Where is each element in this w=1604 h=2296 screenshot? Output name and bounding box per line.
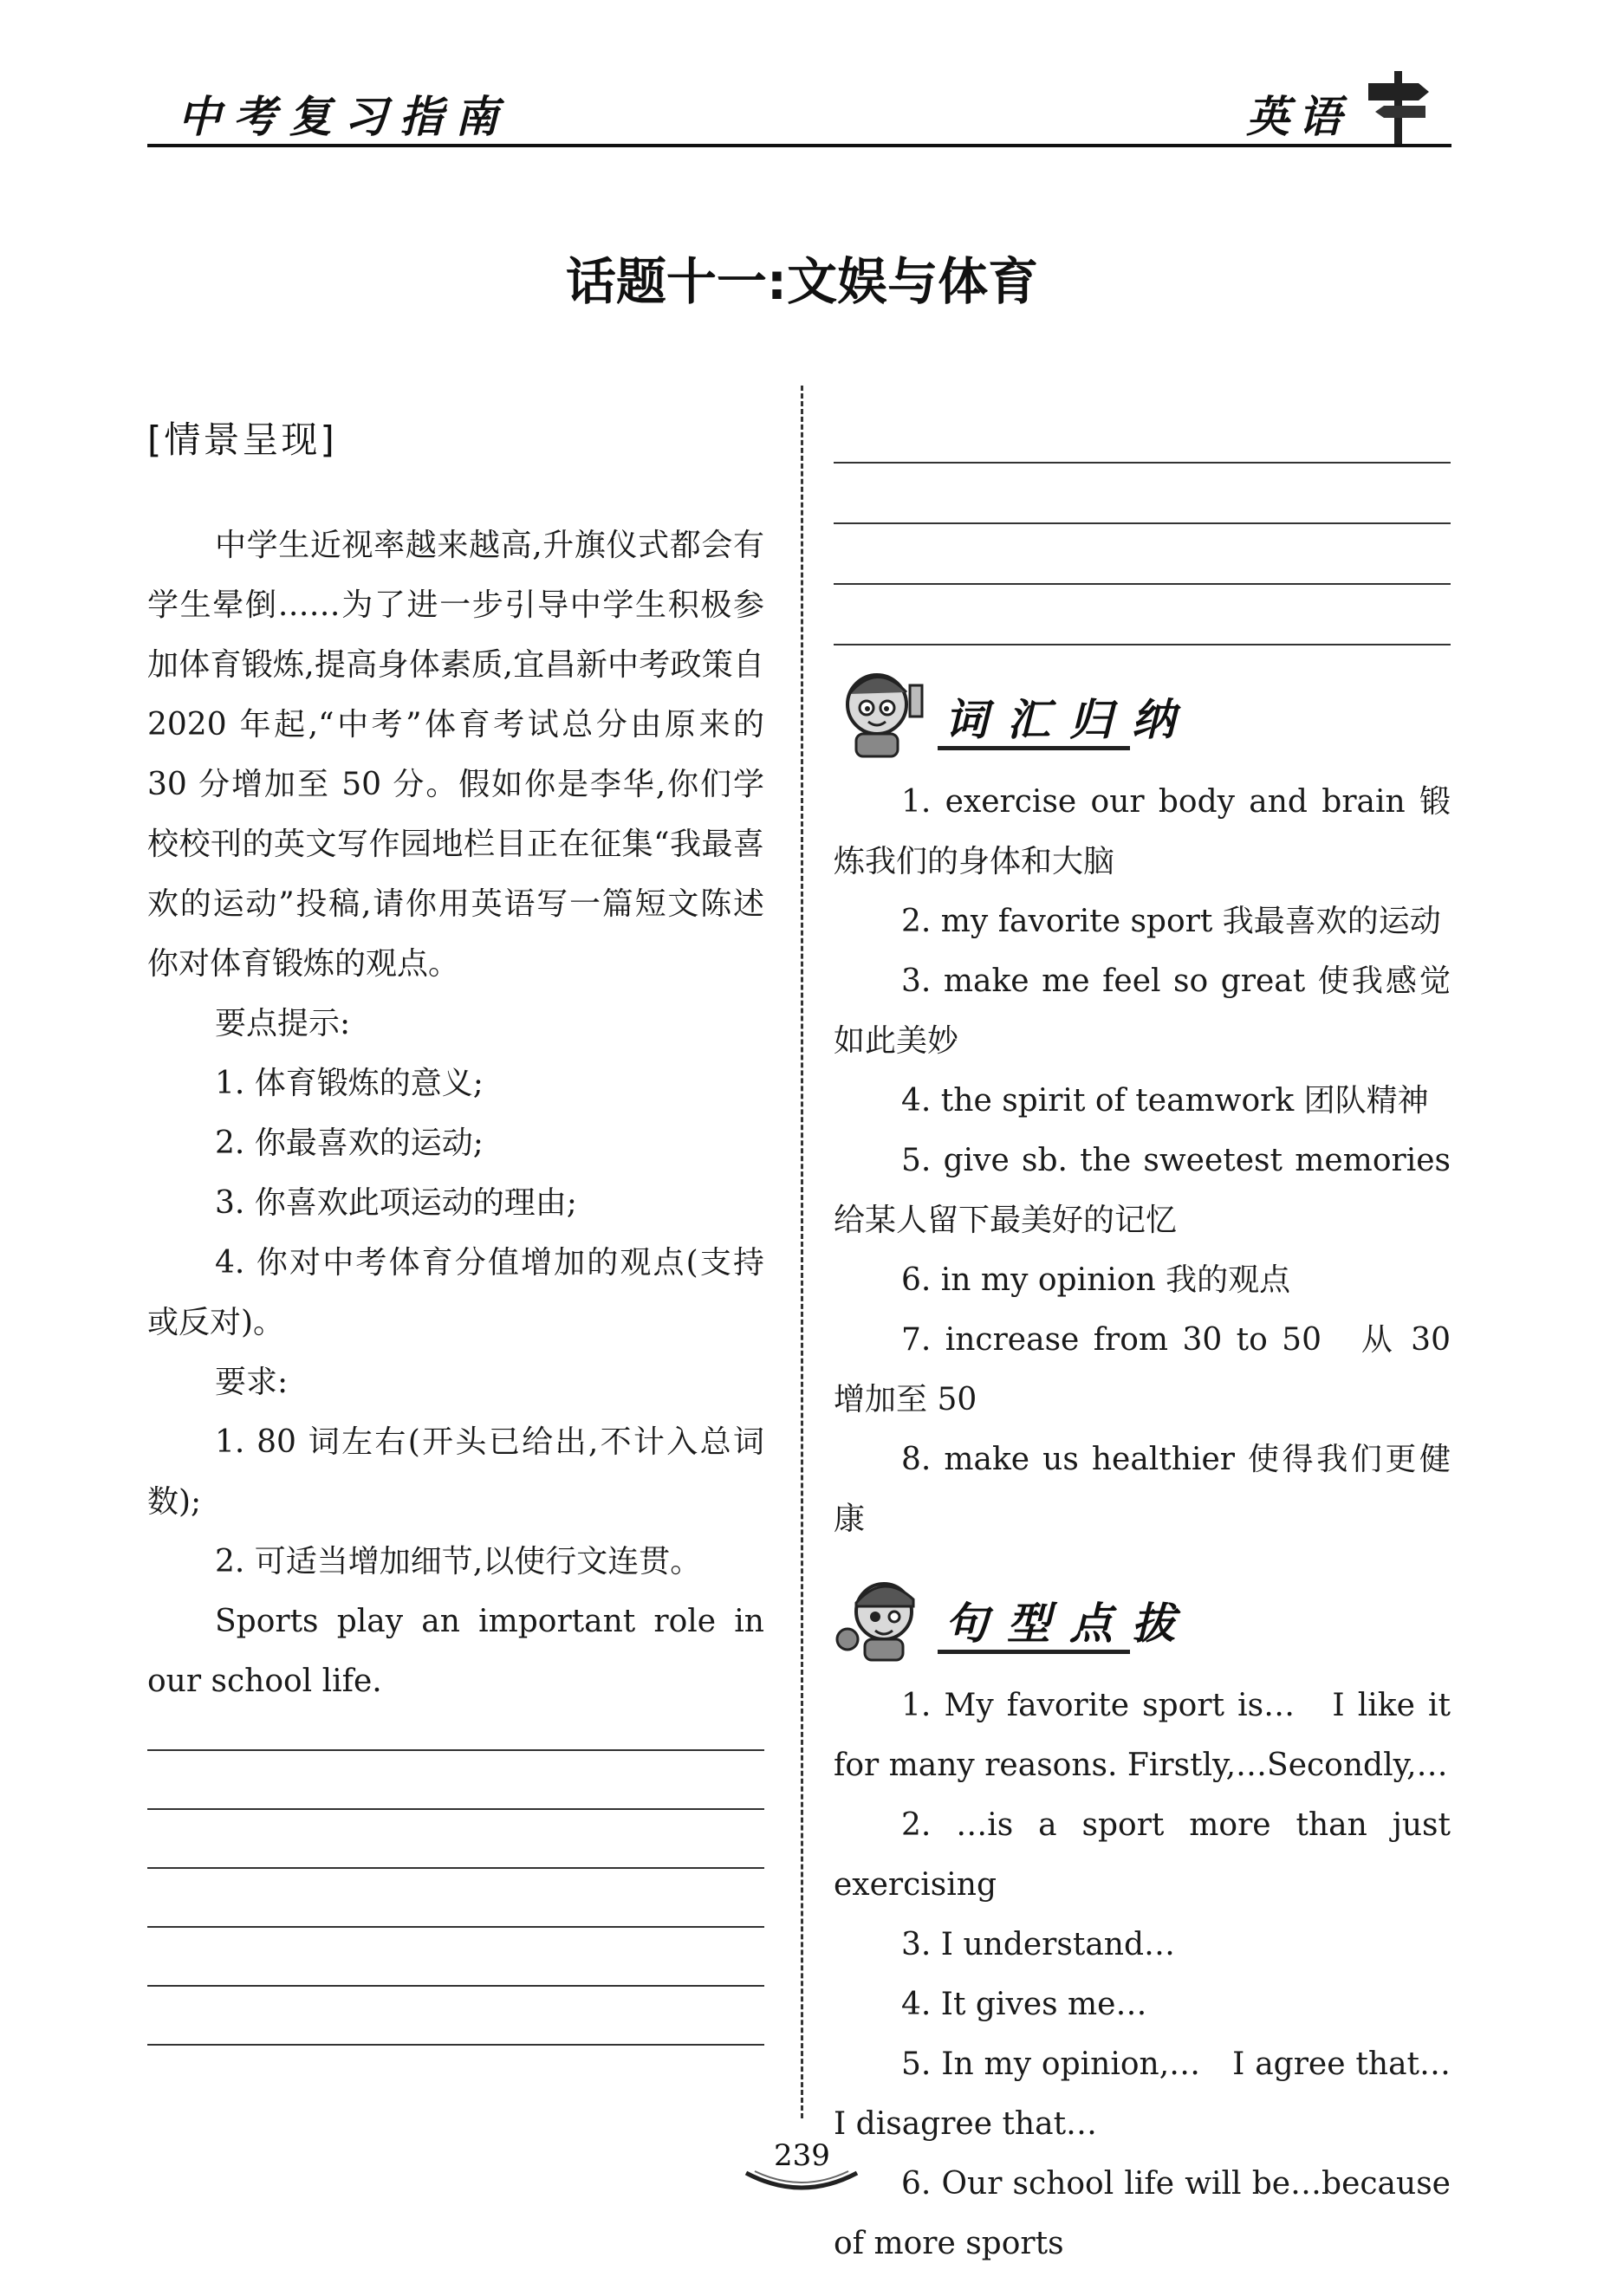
writing-line[interactable] <box>834 644 1451 645</box>
sentence-item: 5. In my opinion,… I agree that… I disagree that… <box>834 2046 1451 2142</box>
requirement-item: 2. 可适当增加细节,以使行文连贯。 <box>215 1544 702 1579</box>
sentences-banner <box>834 1563 1451 1676</box>
vocab-item: 8. make us healthier 使得我们更健康 <box>834 1442 1451 1537</box>
writing-line[interactable] <box>147 1749 764 1751</box>
writing-line[interactable] <box>147 1985 764 1987</box>
writing-lines <box>147 1749 764 2046</box>
banner-underline <box>938 1650 1130 1654</box>
point-item: 1. 体育锻炼的意义; <box>215 1066 484 1101</box>
page-number: 239 <box>774 2138 830 2173</box>
writing-line[interactable] <box>147 1926 764 1928</box>
sentence-item: 1. My favorite sport is… I like it for many reasons. Firstly,…Secondly,… <box>834 1688 1451 1783</box>
point-item: 3. 你喜欢此项运动的理由; <box>215 1185 577 1221</box>
requirements-heading: 要求: <box>215 1365 289 1400</box>
sentences-heading: 句型点拔 <box>945 1598 1194 1649</box>
vocab-heading: 词汇归纳 <box>945 694 1194 745</box>
book-title: 中考复习指南 <box>178 91 510 142</box>
writing-line[interactable] <box>147 1808 764 1810</box>
writing-lines-continued <box>834 462 1451 645</box>
vocab-item: 7. increase from 30 to 50 从 30 增加至 50 <box>834 1322 1451 1417</box>
writing-line[interactable] <box>834 583 1451 585</box>
subject-label: 英语 <box>1246 91 1350 142</box>
sentence-item: 3. I understand… <box>901 1927 1176 1962</box>
header-rule <box>147 144 1451 147</box>
signpost-icon <box>1365 68 1434 146</box>
vocab-item: 2. my favorite sport 我最喜欢的运动 <box>901 904 1441 939</box>
vocab-item: 5. give sb. the sweetest memories 给某人留下最美好的记忆 <box>834 1143 1451 1238</box>
point-item: 4. 你对中考体育分值增加的观点(支持或反对)。 <box>147 1245 764 1340</box>
page-title: 话题十一:文娱与体育 <box>565 252 1039 311</box>
column-divider <box>801 386 803 2118</box>
vocab-item: 3. make me feel so great 使我感觉如此美妙 <box>834 963 1451 1059</box>
cartoon-pirate-icon <box>834 1563 938 1667</box>
banner-underline <box>938 746 1130 750</box>
cartoon-student-icon <box>834 659 938 763</box>
right-column <box>834 403 1451 2273</box>
section-label: [情景呈现] <box>147 418 337 461</box>
intro-paragraph: 中学生近视率越来越高,升旗仪式都会有学生晕倒……为了进一步引导中学生积极参加体育锻炼,提高身体素质,宜昌新中考政策自 2020 年起,“中考”体育考试总分由原来的 30 分增加至 50 分。假如你是李华,你们学校校刊的英文写作园地栏目正在征集“我最喜欢的运动”投稿,请你用英语写一篇短文陈述你对体育锻炼的观点。 <box>147 528 764 982</box>
left-column <box>147 403 764 2103</box>
point-item: 2. 你最喜欢的运动; <box>215 1125 484 1161</box>
vocab-item: 6. in my opinion 我的观点 <box>901 1262 1291 1298</box>
writing-line[interactable] <box>834 522 1451 524</box>
vocab-item: 4. the spirit of teamwork 团队精神 <box>901 1083 1429 1119</box>
sentence-item: 2. …is a sport more than just exercising <box>834 1807 1451 1903</box>
requirement-item: 1. 80 词左右(开头已给出,不计入总词数); <box>147 1424 764 1520</box>
points-heading: 要点提示: <box>215 1006 351 1041</box>
writing-line[interactable] <box>147 1867 764 1869</box>
sentence-item: 4. It gives me… <box>901 1987 1147 2022</box>
writing-line[interactable] <box>834 462 1451 464</box>
starter-sentence: Sports play an important role in our school life. <box>147 1604 764 1699</box>
vocab-item: 1. exercise our body and brain 锻炼我们的身体和大脑 <box>834 784 1451 879</box>
sentence-item: 6. Our school life will be…because of more sports <box>834 2166 1451 2261</box>
vocab-banner <box>834 659 1451 772</box>
page-swoosh-icon <box>741 2164 862 2199</box>
writing-line[interactable] <box>147 2044 764 2046</box>
